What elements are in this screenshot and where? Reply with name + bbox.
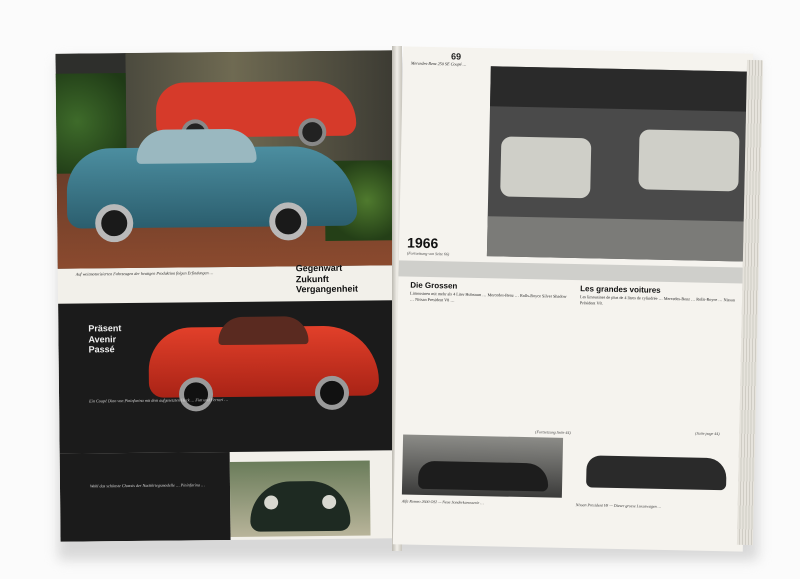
heading-line: Vergangenheit xyxy=(295,283,358,295)
alfa-car xyxy=(418,461,549,492)
photo-top-cars xyxy=(55,50,395,269)
col1-title: Die Grossen xyxy=(410,280,458,291)
caption-top: Mercedes-Benz 250 SE Coupé … xyxy=(410,60,467,67)
red-coupe xyxy=(148,325,379,397)
grey-band xyxy=(398,260,748,283)
front-seat xyxy=(500,136,591,198)
nissan-car xyxy=(586,455,727,490)
heading-line: Avenir xyxy=(88,333,117,344)
photo-alfa xyxy=(402,434,563,497)
follow-note: (Fortsetzung von Seite 66) xyxy=(406,250,450,257)
heading-line: Zukunft xyxy=(295,273,329,284)
headlight xyxy=(264,495,278,509)
heading-line: Passé xyxy=(88,344,115,355)
teal-coupe xyxy=(66,146,357,229)
headlight xyxy=(322,495,336,509)
wheel xyxy=(315,376,349,410)
text-top: Auf weitmotorisierten Fahrzeugen der heutigen Produktion folgen Erfindungen … xyxy=(75,270,214,277)
text-bottom: Wohl das schönste Chassis der Nachkriegsmodelle … Pininfarina … xyxy=(89,482,205,489)
heading-french xyxy=(88,323,158,355)
photo-interior xyxy=(487,66,753,261)
rear-seat xyxy=(638,129,739,191)
windshield xyxy=(218,316,308,345)
interior-roof xyxy=(490,66,753,111)
caption-nissan: Nissan President V8 — Dieser grosse Luxuswagen … xyxy=(575,502,662,509)
year-heading: 1966 xyxy=(406,234,439,252)
left-page xyxy=(55,50,398,542)
caption-alfa: Alfa Romeo 2600 OSI — Neue Sonderkarosserie … xyxy=(401,498,484,506)
heading-line: Präsent xyxy=(88,323,122,334)
wheel xyxy=(95,204,133,242)
text-mid: Ein Coupé Dino von Pininfarina mit dem aufgesetzten Heck … Fiat und Ferrari … xyxy=(89,396,229,404)
wheel xyxy=(269,202,307,240)
page-number: 69 xyxy=(450,51,462,62)
heading-german xyxy=(296,262,391,294)
heading-line: Gegenwart xyxy=(295,262,343,274)
photo-vintage-car xyxy=(230,461,371,537)
wheel xyxy=(298,118,326,146)
right-page xyxy=(393,46,753,551)
continue-left: (Fortsetzung Seite 44) xyxy=(535,429,571,435)
col2-title: Les grandes voitures xyxy=(580,284,661,295)
col2-text: Les limousines de plus de 4 litres de cylindrée … Mercedes-Benz … Rolls-Royce … Nissan Président V8. xyxy=(579,294,735,306)
door-sill xyxy=(487,216,750,261)
photo-nissan xyxy=(576,435,737,498)
bottom-dark-block xyxy=(60,452,231,542)
windshield xyxy=(136,129,256,164)
continue-right: (Suite page 44) xyxy=(695,430,720,437)
wheel xyxy=(179,377,213,411)
vintage-car xyxy=(250,481,351,532)
col1-text: Limousinen mit mehr als 4 Liter Hubraum … Mercedes-Benz … Rolls-Royce Silver Shadow … Nissan President V8 … xyxy=(409,290,567,303)
